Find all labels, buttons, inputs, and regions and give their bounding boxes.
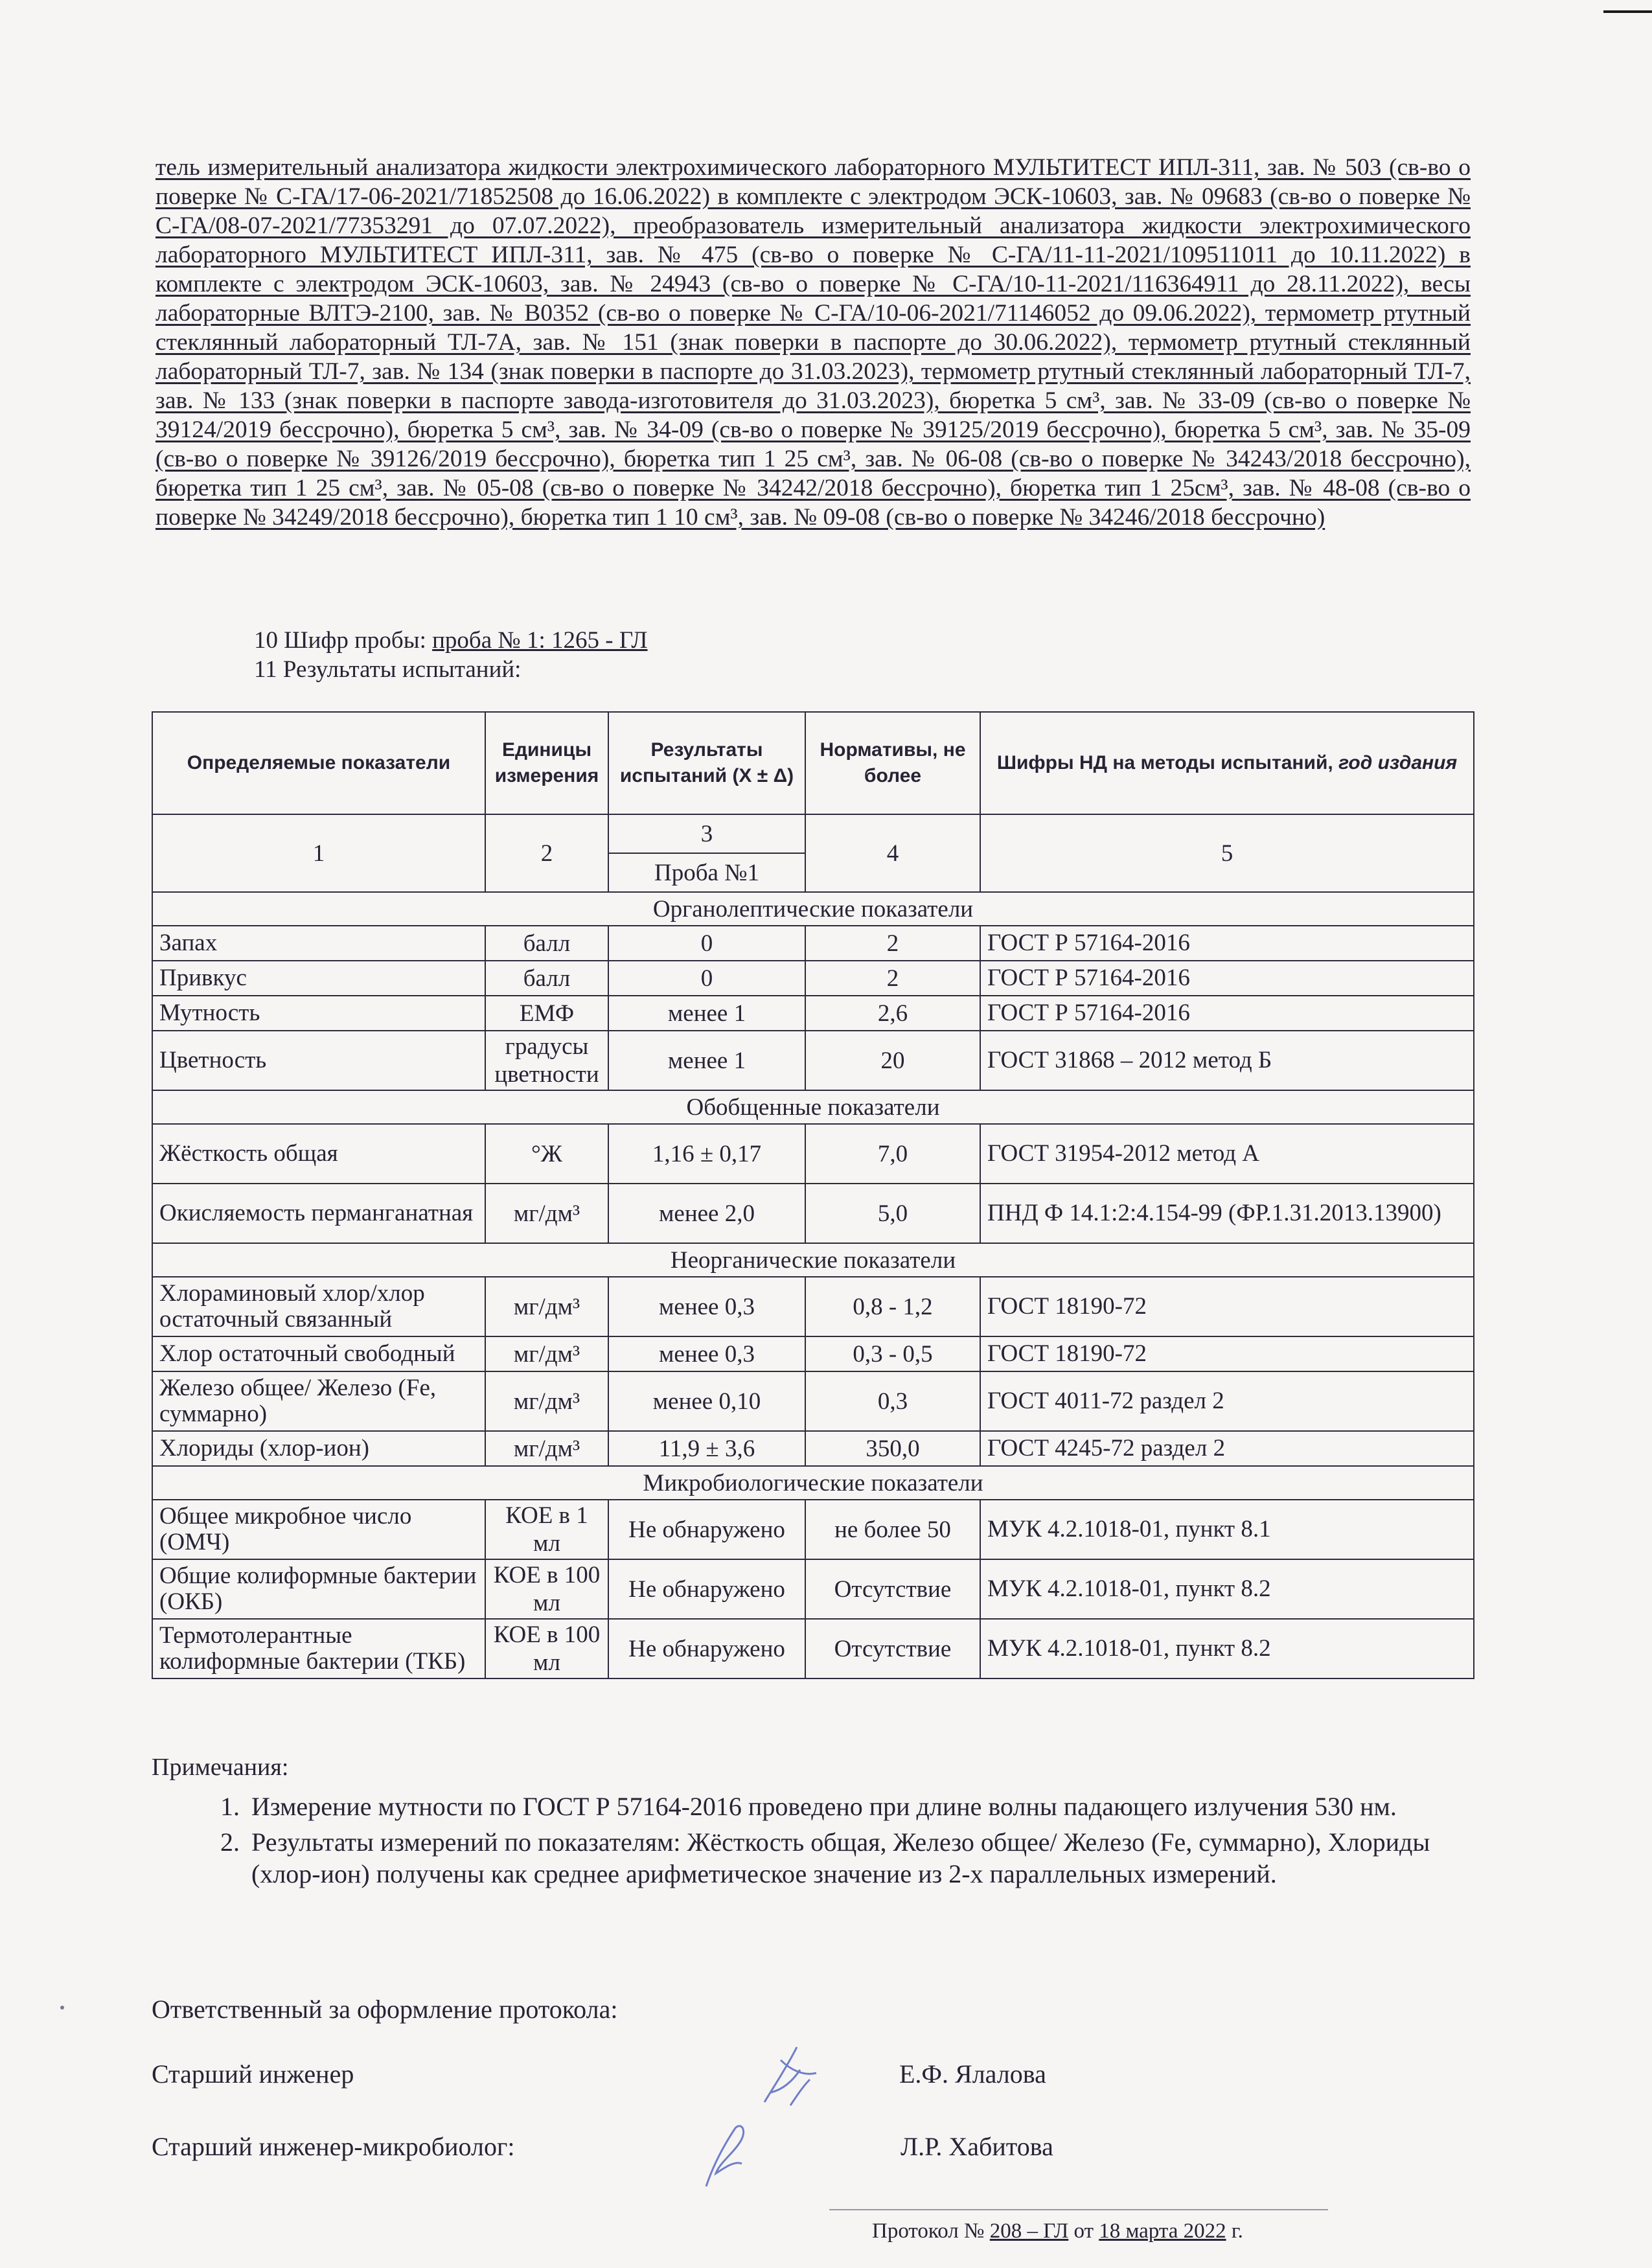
cell-method: ГОСТ 4245-72 раздел 2 [980,1431,1474,1466]
signatory-name: Л.Р. Хабитова [901,2132,1053,2161]
table-row [152,996,1474,1031]
table-row [152,1031,1474,1090]
cell-method: ГОСТ 18190-72 [980,1336,1474,1371]
note-item [180,1791,1469,1822]
header-methods-text: Шифры НД на методы испытаний, [996,752,1339,773]
table-row [152,1277,1474,1336]
cell-indicator: Хлориды (хлор-ион) [152,1431,485,1466]
cell-result: менее 1 [608,996,805,1031]
col-number-5: 5 [980,814,1474,892]
note-text: Измерение мутности по ГОСТ Р 57164-2016 проведено при длине волны падающего излучения 530 нм. [251,1792,1397,1821]
section-title: Неорганические показатели [152,1243,1474,1277]
cell-indicator: Общее микробное число (ОМЧ) [152,1500,485,1559]
notes-list [180,1791,1469,1894]
cell-method: ГОСТ 31868 – 2012 метод Б [980,1031,1474,1090]
col-number-3: 3 [608,814,805,853]
cell-unit: °Ж [485,1124,608,1184]
sample-code-value: проба № 1: 1265 - ГЛ [432,627,648,654]
cell-norm: 2 [805,961,980,996]
signature-2 [687,2115,758,2193]
results-label: 11 Результаты испытаний: [254,656,522,683]
equipment-text: тель измерительный анализатора жидкости электрохимического лабораторного МУЛЬТИТЕСТ ИПЛ-311, зав. № 503 (св-во о поверке № С-ГА/17-06-2021/71852508 до 16.06.2022) в комплекте с электродом ЭСК-10603, зав. № 09683 (св-во о поверке № С-ГА/08-07-2021/77353291 до 07.07.2022), преобразователь измерительный анализатора жидкости электрохимического лабораторного МУЛЬТИТЕСТ ИПЛ-311, зав. № 475 (св-во о поверке № С-ГА/11-11-2021/109511011 до 10.11.2022) в комплекте с электродом ЭСК-10603, зав. № 24943 (св-во о поверке № С-ГА/10-11-2021/116364911 до 28.11.2022), весы лабораторные ВЛТЭ-2100, зав. № В0352 (св-во о поверке № С-ГА/10-06-2021/71146052 до 09.06.2022), термометр ртутный стеклянный лабораторный ТЛ-7А, зав. № 151 (знак поверки в паспорте до 30.06.2022), термометр ртутный стеклянный лабораторный ТЛ-7, зав. № 134 (знак поверки в паспорте до 31.03.2023), термометр ртутный стеклянный лабораторный ТЛ-7, зав. № 133 (знак поверки в паспорте завода-изготовителя до 31.03.2023), бюретка 5 см³, зав. № 33-09 (св-во о поверке № 39124/2019 бессрочно), бюретка 5 см³, зав. № 34-09 (св-во о поверке № 39125/2019 бессрочно), бюретка 5 см³, зав. № 35-09 (св-во о поверке № 39126/2019 бессрочно), бюретка тип 1 25 см³, зав. № 06-08 (св-во о поверке № 34243/2018 бессрочно), бюретка тип 1 25 см³, зав. № 05-08 (св-во о поверке № 34242/2018 бессрочно), бюретка тип 1 25см³, зав. № 48-08 (св-во о поверке № 34249/2018 бессрочно), бюретка тип 1 10 см³, зав. № 09-08 (св-во о поверке № 34246/2018 бессрочно) [155,154,1471,531]
cell-indicator: Хлор остаточный свободный [152,1336,485,1371]
header-indicator: Определяемые показатели [152,712,485,814]
note-text: Результаты измерений по показателям: Жёсткость общая, Железо общее/ Железо (Fe, суммарно), Хлориды (хлор-ион) получены как среднее арифметическое значение из 2-х параллельных измерений. [251,1827,1430,1888]
cell-method: ГОСТ 4011-72 раздел 2 [980,1371,1474,1431]
table-row [152,1124,1474,1184]
cell-result: Не обнаружено [608,1500,805,1559]
signatory-role: Старший инженер-микробиолог: [152,2132,515,2161]
header-norms: Нормативы, не более [805,712,980,814]
table-row [152,1184,1474,1243]
signature-1 [751,2041,823,2115]
col-number-4: 4 [805,814,980,892]
cell-norm: 2 [805,926,980,961]
section-header-row [152,1090,1474,1124]
cell-unit: мг/дм³ [485,1184,608,1243]
responsible-label: Ответственный за оформление протокола: [152,1995,618,2024]
cell-result: менее 0,10 [608,1371,805,1431]
cell-result: 11,9 ± 3,6 [608,1431,805,1466]
cell-method: МУК 4.2.1018-01, пункт 8.2 [980,1619,1474,1678]
cell-method: ГОСТ 31954-2012 метод А [980,1124,1474,1184]
header-methods [980,712,1474,814]
signatory-name: Е.Ф. Ялалова [899,2059,1046,2089]
cell-unit: мг/дм³ [485,1371,608,1431]
cell-indicator: Хлораминовый хлор/хлор остаточный связанный [152,1277,485,1336]
cell-norm: 350,0 [805,1431,980,1466]
cell-norm: не более 50 [805,1500,980,1559]
column-number-row [152,814,1474,853]
cell-norm: Отсутствие [805,1619,980,1678]
note-item [180,1826,1469,1890]
sample-code-label: 10 Шифр пробы: [254,627,433,654]
cell-method: ПНД Ф 14.1:2:4.154-99 (ФР.1.31.2013.13900) [980,1184,1474,1243]
cell-unit: КОЕ в 100 мл [485,1619,608,1678]
scan-dust-dot [60,2006,64,2010]
table-row [152,1431,1474,1466]
cell-method: ГОСТ 18190-72 [980,1277,1474,1336]
cell-result: 0 [608,961,805,996]
cell-norm: Отсутствие [805,1559,980,1619]
footer-middle: от [1068,2219,1099,2243]
cell-unit: балл [485,961,608,996]
cell-unit: градусы цветности [485,1031,608,1090]
cell-indicator: Мутность [152,996,485,1031]
cell-method: МУК 4.2.1018-01, пункт 8.1 [980,1500,1474,1559]
cell-norm: 2,6 [805,996,980,1031]
results-table [152,711,1474,1679]
cell-method: ГОСТ Р 57164-2016 [980,926,1474,961]
protocol-date: 18 марта 2022 [1099,2219,1226,2243]
cell-norm: 20 [805,1031,980,1090]
cell-indicator: Термотолерантные колиформные бактерии (ТКБ) [152,1619,485,1678]
signatory-role: Старший инженер [152,2059,354,2089]
cell-norm: 0,3 [805,1371,980,1431]
cell-unit: мг/дм³ [485,1336,608,1371]
cell-indicator: Железо общее/ Железо (Fe, суммарно) [152,1371,485,1431]
cell-method: ГОСТ Р 57164-2016 [980,996,1474,1031]
section-title: Органолептические показатели [152,892,1474,926]
section-title: Микробиологические показатели [152,1466,1474,1500]
col-number-2: 2 [485,814,608,892]
cell-method: МУК 4.2.1018-01, пункт 8.2 [980,1559,1474,1619]
probe-label: Проба №1 [608,853,805,892]
section-header-row [152,1466,1474,1500]
cell-indicator: Запах [152,926,485,961]
notes-title: Примечания: [152,1754,289,1781]
equipment-paragraph [155,153,1471,532]
cell-unit: КОЕ в 1 мл [485,1500,608,1559]
cell-unit: мг/дм³ [485,1277,608,1336]
footer-suffix: г. [1226,2219,1243,2243]
header-results: Результаты испытаний (X ± Δ) [608,712,805,814]
cell-result: менее 0,3 [608,1336,805,1371]
table-row [152,1619,1474,1678]
protocol-footer [872,2219,1243,2243]
cell-indicator: Жёсткость общая [152,1124,485,1184]
cell-unit: ЕМФ [485,996,608,1031]
scan-edge-mark [1603,10,1652,13]
cell-result: 1,16 ± 0,17 [608,1124,805,1184]
note-number: 1. [220,1792,240,1821]
header-units: Единицы измерения [485,712,608,814]
protocol-number: 208 – ГЛ [989,2219,1069,2243]
table-row [152,926,1474,961]
cell-norm: 0,3 - 0,5 [805,1336,980,1371]
sample-code-line [254,626,648,654]
cell-unit: балл [485,926,608,961]
section-header-row [152,1243,1474,1277]
cell-method: ГОСТ Р 57164-2016 [980,961,1474,996]
cell-result: менее 0,3 [608,1277,805,1336]
cell-result: менее 1 [608,1031,805,1090]
table-row [152,1336,1474,1371]
section-header-row [152,892,1474,926]
header-methods-italic: год издания [1338,752,1458,773]
cell-indicator: Общие колиформные бактерии (ОКБ) [152,1559,485,1619]
table-row [152,1500,1474,1559]
cell-result: Не обнаружено [608,1619,805,1678]
cell-indicator: Привкус [152,961,485,996]
table-row [152,1559,1474,1619]
section-title: Обобщенные показатели [152,1090,1474,1124]
col-number-1: 1 [152,814,485,892]
cell-unit: КОЕ в 100 мл [485,1559,608,1619]
cell-result: менее 2,0 [608,1184,805,1243]
cell-result: 0 [608,926,805,961]
footer-prefix: Протокол № [872,2219,990,2243]
cell-unit: мг/дм³ [485,1431,608,1466]
table-row [152,1371,1474,1431]
note-number: 2. [220,1827,240,1857]
cell-norm: 7,0 [805,1124,980,1184]
table-row [152,961,1474,996]
cell-norm: 0,8 - 1,2 [805,1277,980,1336]
cell-indicator: Цветность [152,1031,485,1090]
cell-norm: 5,0 [805,1184,980,1243]
cell-indicator: Окисляемость перманганатная [152,1184,485,1243]
table-header-row [152,712,1474,814]
cell-result: Не обнаружено [608,1559,805,1619]
